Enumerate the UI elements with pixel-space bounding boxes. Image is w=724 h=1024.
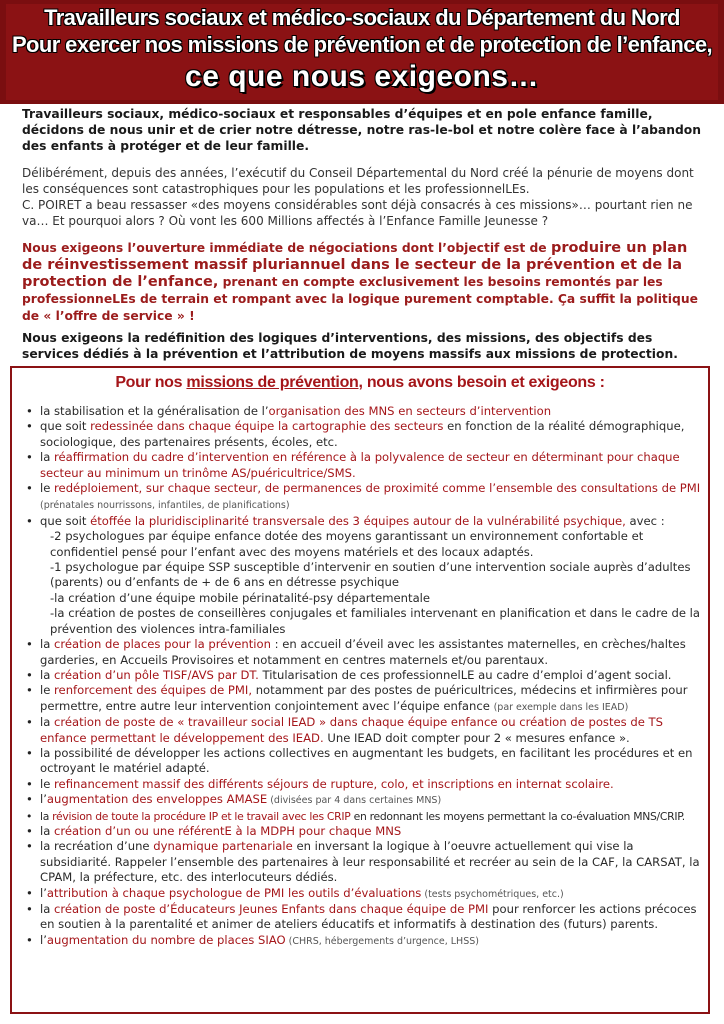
demand-part1: Nous exigeons l’ouverture immédiate de négociations dont l’objectif est de [22,241,551,255]
sub-item: -1 psychologue par équipe SSP susceptible d’intervenir en soutien d’une intervention sociale auprès d’adultes (parents) ou d’enfants de + de 6 ans en détresse psychique [50,560,691,590]
demand-part3: prenant en compte exclusivement les besoins remontés par les professionneLEs de terrain et rompant avec la logique purement comptable. Ça suffit la politique de « l’offre de service » ! [22,275,698,323]
list-item: • l’augmentation des enveloppes AMASE (divisées par 4 dans certaines MNS) [26,792,442,807]
bullet-icon: • [26,419,33,434]
header-title-line1: Travailleurs sociaux et médico-sociaux du Département du Nord [44,5,680,30]
list-item: • la révision de toute la procédure IP et le travail avec les CRIP en redonnant les moyens permettant la co-évaluation MNS/CRIP. [26,809,685,823]
box-title [12,374,708,392]
list-item: • la création d’un ou une référentE à la MDPH pour chaque MNS [26,823,402,838]
box-title-post: nous avons besoin et exigeons : [362,374,605,391]
list-item: • la possibilité de développer les actions collectives en augmentant les budgets, en facilitant les procédures et en octroyant le matériel adapté. [26,745,693,776]
demands-list [26,404,702,949]
header-title-line2: Pour exercer nos missions de prévention et de protection de l’enfance, [11,32,713,57]
intro-paragraph: Travailleurs sociaux, médico-sociaux et responsables d’équipes et en pole enfance famille, décidons de nous unir et de crier notre détresse, notre ras-le-bol et notre colère face à l’abandon des enfants à protéger et de leur famille. [22,107,701,153]
header-title-line3: ce que nous exigeons… [185,60,539,93]
list-item: • la recréation d’une dynamique partenariale en inversant la logique à l’oeuvre actuellement qui vise la subsidiarité. Rappeler l’ensemble des partenaires à leur responsabilité et recréer au sein de la CAF, la CARSAT, la CPAM, la préfecture, etc. des interlocuteurs dédiés. [26,839,700,885]
bullet-icon: • [26,404,33,418]
list-item: • l’attribution à chaque psychologue de PMI les outils d’évaluations (tests psychométriques, etc.) [26,885,564,900]
list-item: • que soit redessinée dans chaque équipe la cartographie des secteurs en fonction de la réalité démographique, sociologique, des partenaires présents, écoles, etc. [26,419,685,449]
context-paragraph-2: C. POIRET a beau ressasser «des moyens considérables sont déjà consacrés à ces missions»… pourtant rien ne va… Et pourquoi alors ? Où vont les 600 Millions affectés à l’Enfance Famille Jeunesse ? [22,198,693,228]
bullet-icon: • [26,513,33,528]
bullet-icon: • [26,715,33,730]
bullet-icon: • [26,932,33,947]
list-item: • la stabilisation et la généralisation de l’organisation des MNS en secteurs d’intervention [26,404,552,418]
bullet-icon: • [26,683,33,698]
sub-item: -la création d’une équipe mobile périnatalité-psy départementale [50,590,431,605]
prevention-demands-box [10,366,710,1014]
bullet-icon: • [26,809,33,823]
bullet-icon: • [26,885,33,900]
demand-highlight: produire un plan de réinvestissement massif pluriannuel dans le secteur de la prévention et de la protection de l’enfance, [22,240,688,290]
list-item: • la création de poste de « travailleur social IEAD » dans chaque équipe enfance ou création de postes de TS enfance permettant le développement des IEAD. Une IEAD doit compter pour 2 « mesures enfance ». [26,715,663,745]
bullet-icon: • [26,839,33,854]
list-item: • la réaffirmation du cadre d’intervention en référence à la polyvalence de secteur en déterminant pour chaque secteur au minimum un trinôme AS/puéricultrice/SMS. [26,450,680,480]
redefinition-paragraph: Nous exigeons la redéfinition des logiques d’interventions, des missions, des objectifs des services dédiés à la prévention et l’attribution de moyens massifs aux missions de protection. [22,331,678,361]
bullet-icon: • [26,450,33,465]
bullet-icon: • [26,667,33,682]
bullet-icon: • [26,823,33,838]
context-paragraph-1: Délibérément, depuis des années, l’exécutif du Conseil Départemental du Nord créé la pénurie de moyens dont les conséquences sont catastrophiques pour les populations et les professionnelLEs. [22,166,694,196]
list-item: • la création de poste d’Éducateurs Jeunes Enfants dans chaque équipe de PMI pour renforcer les actions précoces en soutien à la parentalité et animer de ateliers éducatifs et informatifs à destination des (futurs) parents. [26,902,697,932]
list-item: • que soit étoffée la pluridisciplinarité transversale des 3 équipes autour de la vulnérabilité psychique, avec : -2 psychologues par équipe enfance dotée des moyens garantissant un environnement confortable et confidentiel pensé pour l’enfant avec des moyens matériels et des locaux adaptés. -1 psychologue par équipe SSP susceptible d’intervenir en soutien d’une intervention sociale auprès d’adultes (parents) ou d’enfants de + de 6 ans en détresse psychique -la création d’une équipe mobile périnatalité-psy départementale -la création de postes de conseillères conjugales et familiales intervenant en planification et dans le cadre de la prévention des violences intra-familiales [26,513,700,636]
bullet-icon: • [26,745,33,760]
bullet-icon: • [26,776,33,791]
list-item: • le renforcement des équipes de PMI, notamment par des postes de puéricultrices, médecins et infirmières pour permettre, entre autre leur intervention conjointement avec l’équipe enfance (par exemple dans les IEAD) [26,683,688,713]
header-inner [6,4,718,100]
box-title-pre: Pour nos [115,374,187,391]
list-item: • l’augmentation du nombre de places SIAO (CHRS, hébergements d’urgence, LHSS) [26,932,479,947]
bullet-icon: • [26,637,33,652]
bullet-icon: • [26,481,33,496]
header-banner [0,0,724,104]
bullet-icon: • [26,792,33,807]
list-item: • le redéploiement, sur chaque secteur, de permanences de proximité comme l’ensemble des consultations de PMI (prénatales nourrissons, infantiles, de planifications) [26,481,701,512]
sub-item: -la création de postes de conseillères conjugales et familiales intervenant en planification et dans le cadre de la prévention des violences intra-familiales [50,606,700,636]
bullet-icon: • [26,902,33,916]
list-item: • la création d’un pôle TISF/AVS par DT. Titularisation de ces professionnelLE au cadre d’emploi d’agent social. [26,667,672,682]
list-item: • le refinancement massif des différents séjours de rupture, colo, et inscriptions en internat scolaire. [26,776,614,791]
sub-item: -2 psychologues par équipe enfance dotée des moyens garantissant un environnement confortable et confidentiel pensé pour l’enfant avec des moyens matériels et des locaux adaptés. [50,529,644,559]
list-item: • la création de places pour la prévention : en accueil d’éveil avec les assistantes maternelles, en crèches/haltes garderies, en Accueils Provisoires et notamment en centres maternels et/ou parentaux. [26,637,686,667]
demand-paragraph [22,240,710,325]
box-title-highlight: missions de prévention, [186,374,363,391]
